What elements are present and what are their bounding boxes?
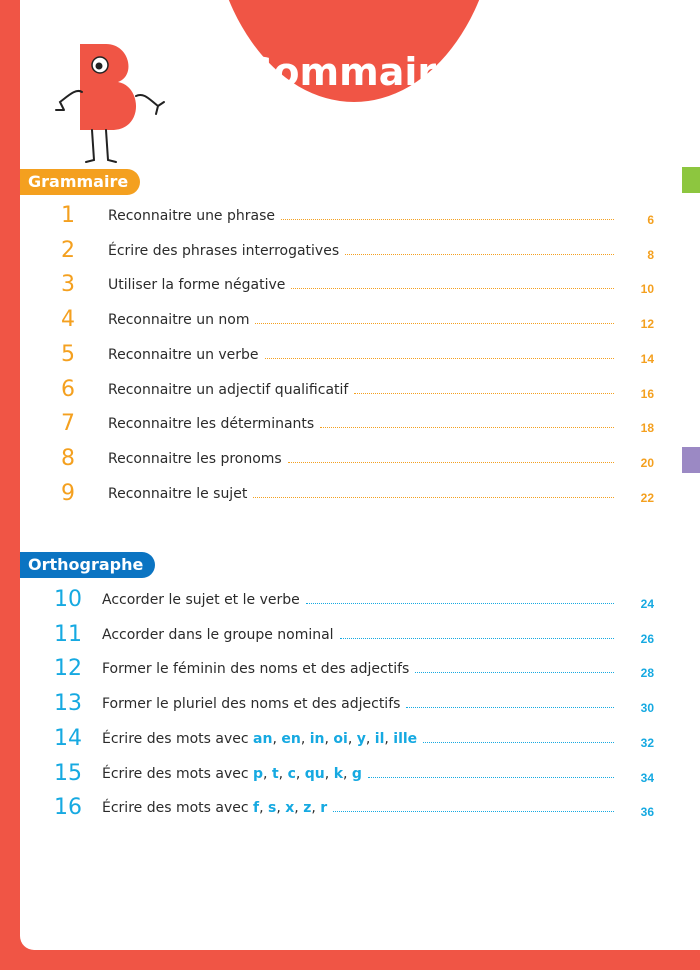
toc-keyword: x (285, 800, 295, 817)
toc-entry-title-text: Accorder le sujet et le verbe (102, 592, 300, 608)
toc-entry-title-text: Reconnaitre une phrase (108, 208, 276, 224)
toc-keyword: en (281, 730, 301, 747)
toc-keyword: g (351, 765, 362, 782)
toc-entry-page-number: 10 (640, 282, 654, 297)
toc-entry-title-text: Reconnaitre les déterminants (108, 416, 315, 433)
toc-entry-page-number: 36 (640, 805, 654, 820)
toc-keyword: an (253, 730, 273, 747)
toc-entry-page-number: 18 (640, 421, 654, 436)
toc-entry-number: 8 (61, 445, 75, 471)
page (20, 0, 700, 950)
toc-keyword: p (253, 765, 264, 782)
toc-entry-number: 4 (61, 307, 75, 333)
toc-entry-title-text: Former le féminin des noms et des adjectifs (102, 661, 410, 678)
toc-entry-title-text: Écrire des mots avec (102, 765, 254, 782)
toc-keyword: y (356, 730, 366, 747)
toc-entry[interactable] (40, 795, 654, 823)
dotted-leader (333, 811, 614, 812)
dotted-leader (288, 462, 614, 463)
toc-entry-number: 7 (61, 411, 75, 437)
toc-entry-number: 5 (61, 341, 75, 367)
toc-entry-title-text: Écrire des mots avec (102, 800, 254, 817)
toc-entry-title-text: Reconnaitre un verbe (108, 346, 259, 363)
toc-keyword: s (268, 800, 277, 817)
toc-entry-title (108, 486, 247, 502)
dotted-leader (423, 742, 614, 743)
dotted-leader (345, 254, 614, 255)
toc-entry-page-number: 28 (640, 666, 654, 681)
page-title: Sommaire (246, 50, 462, 94)
toc-entry[interactable] (40, 411, 654, 439)
toc-entry[interactable] (40, 238, 654, 266)
dotted-leader (255, 323, 614, 324)
toc-entry-title (108, 416, 314, 432)
section-header-1: Orthographe (20, 552, 155, 578)
toc-entry-title (108, 451, 282, 467)
toc-entry-title-text: Reconnaitre un adjectif qualificatif (108, 381, 349, 398)
toc-entry-title-text: Écrire des mots avec (102, 730, 254, 747)
toc-entry-page-number: 6 (647, 213, 654, 227)
toc-entry[interactable] (40, 726, 654, 754)
toc-entry[interactable] (40, 446, 654, 474)
toc-entry-title: Écrire des mots avec an, en, in, oi, y, il, ille (102, 730, 418, 747)
dotted-leader (265, 358, 614, 359)
toc-entry-title-text: Former le pluriel des noms et des adjectifs (102, 696, 401, 713)
toc-keyword: ille (393, 730, 418, 747)
dotted-leader (320, 427, 614, 428)
toc-entry-title-text: Reconnaitre un nom (108, 312, 250, 329)
dotted-leader (253, 497, 614, 498)
toc-keyword: z (303, 800, 312, 817)
toc-entry[interactable] (40, 587, 654, 615)
toc-entry-page-number: 14 (640, 351, 654, 366)
toc-entry-title-text: Reconnaitre les pronoms (108, 450, 282, 467)
dotted-leader (406, 707, 614, 708)
toc-entry-title (108, 243, 339, 259)
toc-entry-page-number: 8 (647, 247, 654, 262)
toc-entry-title (108, 208, 275, 224)
toc-entry-number: 12 (54, 656, 82, 682)
toc-entry-title (102, 592, 300, 608)
toc-entry[interactable] (40, 761, 654, 789)
toc-entry-page-number: 26 (640, 631, 654, 646)
toc-entry-page-number: 30 (640, 701, 654, 716)
toc-entry-title (108, 277, 285, 293)
toc-entry-title-text: Écrire des phrases interrogatives (108, 242, 340, 259)
toc-entry-number: 6 (61, 376, 75, 402)
toc-keyword: qu (304, 765, 325, 782)
toc-entry-number: 13 (54, 691, 82, 717)
toc-entry-number: 15 (54, 760, 82, 786)
toc-entry-number: 16 (54, 795, 82, 821)
toc-entry-page-number: 32 (640, 735, 654, 750)
dotted-leader (306, 603, 614, 604)
toc-keyword: c (287, 765, 296, 782)
toc-entry-number: 11 (54, 621, 82, 647)
toc-entry[interactable] (40, 203, 654, 231)
toc-entry-title: Écrire des mots avec p, t, c, qu, k, g (102, 765, 362, 782)
toc-entry-title: Écrire des mots avec f, s, x, z, r (102, 800, 328, 817)
toc-keyword: f (253, 800, 260, 817)
toc-entry-title (102, 661, 409, 677)
dotted-leader (281, 219, 614, 220)
toc-entry-number: 1 (61, 203, 75, 228)
toc-entry-title (102, 696, 400, 712)
toc-keyword: k (333, 765, 343, 782)
toc-entry-page-number: 12 (640, 317, 654, 332)
toc-keyword: t (271, 765, 279, 782)
toc-entry-title (108, 312, 249, 328)
dotted-leader (354, 393, 614, 394)
toc-entry-title (102, 627, 334, 643)
dotted-leader (415, 672, 614, 673)
toc-entry-page-number: 20 (640, 455, 654, 470)
dotted-leader (368, 777, 614, 778)
toc-keyword: r (320, 800, 328, 817)
section-tab-purple (682, 447, 700, 473)
toc-keyword: il (374, 730, 385, 747)
letter-b-mascot-icon (54, 40, 166, 166)
toc-entry-page-number: 34 (640, 770, 654, 785)
toc-entry-title (108, 382, 348, 398)
toc-entry-title-text: Accorder dans le groupe nominal (102, 626, 334, 643)
toc-entry[interactable] (40, 342, 654, 370)
toc-entry-number: 2 (61, 237, 75, 263)
toc-entry-title-text: Reconnaitre le sujet (108, 485, 248, 502)
section-tab-green (682, 167, 700, 193)
toc-entry[interactable] (40, 691, 654, 719)
dotted-leader (340, 638, 614, 639)
toc-entry-title-text: Utiliser la forme négative (108, 277, 286, 294)
toc-entry-number: 14 (54, 725, 82, 751)
toc-entry[interactable] (40, 272, 654, 300)
toc-keyword: oi (333, 730, 348, 747)
dotted-leader (291, 288, 614, 289)
toc-entry-number: 9 (61, 480, 75, 506)
toc-entry-number: 10 (54, 587, 82, 612)
toc-keyword: in (309, 730, 325, 747)
toc-entry-number: 3 (61, 272, 75, 298)
toc-entry-page-number: 24 (640, 597, 654, 611)
toc-entry[interactable] (40, 481, 654, 509)
toc-entry[interactable] (40, 377, 654, 405)
toc-entry-title (108, 347, 259, 363)
toc-entry[interactable] (40, 656, 654, 684)
toc-entry-page-number: 22 (640, 490, 654, 505)
section-header-0: Grammaire (20, 169, 140, 195)
toc-entry[interactable] (40, 622, 654, 650)
toc-entry-page-number: 16 (640, 386, 654, 401)
toc-entry[interactable] (40, 307, 654, 335)
